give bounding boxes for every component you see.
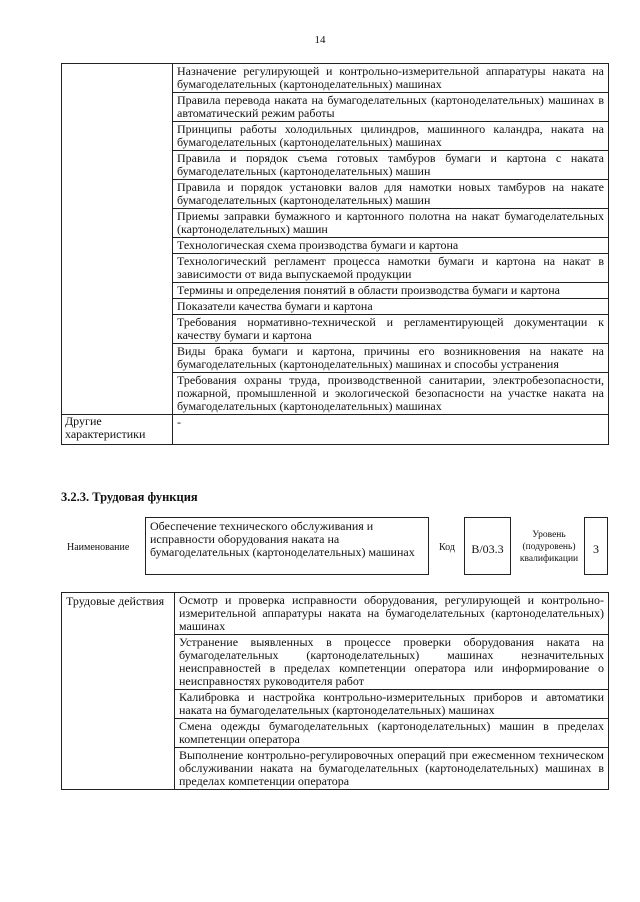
knowledge-item: Технологический регламент процесса намотки бумаги и картона на накат в зависимости от вида выпускаемой продукции xyxy=(173,254,609,283)
labor-action-item: Устранение выявленных в процессе проверки оборудования наката на бумагоделательных (картоноделательных) машинах незначительных неисправностей в пределах компетенции оператора или информирование о неисправностях руководителя работ xyxy=(175,635,609,690)
function-name-value: Обеспечение технического обслуживания и исправности оборудования наката на бумагоделательных (картоноделательных) машинах xyxy=(145,517,429,575)
section-heading: 3.2.3. Трудовая функция xyxy=(61,490,198,504)
knowledge-item: Правила и порядок установки валов для намотки новых тамбуров на накате бумагоделательных (картоноделательных) машин xyxy=(173,180,609,209)
table-row xyxy=(62,415,609,445)
knowledge-item: Назначение регулирующей и контрольно-измерительной аппаратуры наката на бумагоделательных (картоноделательных) машинах xyxy=(173,64,609,93)
function-code-value: В/03.3 xyxy=(464,517,511,575)
knowledge-item: Правила перевода наката на бумагоделательных (картоноделательных) машинах в автоматический режим работы xyxy=(173,93,609,122)
qualification-level-label: Уровень (подуровень) квалификации xyxy=(519,530,579,564)
knowledge-item: Приемы заправки бумажного и картонного полотна на накат бумагоделательных (картоноделательных) машин xyxy=(173,209,609,238)
labor-actions-label: Трудовые действия xyxy=(62,593,175,790)
table-row xyxy=(62,64,609,93)
knowledge-item: Требования нормативно-технической и регламентирующей документации к качеству бумаги и картона xyxy=(173,315,609,344)
labor-action-item: Осмотр и проверка исправности оборудования, регулирующей и контрольно-измерительной аппаратуры наката на бумагоделательных (картоноделательных) машинах xyxy=(175,593,609,635)
other-characteristics-label: Другие характеристики xyxy=(62,415,173,445)
knowledge-item: Правила и порядок съема готовых тамбуров бумаги и картона с наката бумагоделательных (картоноделательных) машин xyxy=(173,151,609,180)
knowledge-item: Принципы работы холодильных цилиндров, машинного каландра, наката на бумагоделательных (картоноделательных) машинах xyxy=(173,122,609,151)
function-name-label: Наименование xyxy=(67,542,130,553)
labor-action-item: Выполнение контрольно-регулировочных операций при ежесменном техническом обслуживании наката на бумагоделательных (картоноделательных) машинах в пределах компетенции оператора xyxy=(175,748,609,790)
labor-action-item: Калибровка и настройка контрольно-измерительных приборов и автоматики наката на бумагоделательных (картоноделательных) машинах xyxy=(175,690,609,719)
knowledge-item: Показатели качества бумаги и картона xyxy=(173,299,609,315)
knowledge-item: Виды брака бумаги и картона, причины его возникновения на накате на бумагоделательных (картоноделательных) машинах и способы устранения xyxy=(173,344,609,373)
knowledge-table xyxy=(61,63,609,445)
knowledge-item: Термины и определения понятий в области производства бумаги и картона xyxy=(173,283,609,299)
knowledge-item: Технологическая схема производства бумаги и картона xyxy=(173,238,609,254)
qualification-level-value: 3 xyxy=(584,517,608,575)
labor-action-item: Смена одежды бумагоделательных (картоноделательных) машин в пределах компетенции оператора xyxy=(175,719,609,748)
function-header xyxy=(61,513,609,579)
table-row xyxy=(62,593,609,635)
labor-actions-table xyxy=(61,592,609,790)
knowledge-item: Требования охраны труда, производственной санитарии, электробезопасности, пожарной, промышленной и экологической безопасности на участке наката на бумагоделательных (картоноделательных) машинах xyxy=(173,373,609,415)
other-characteristics-value: - xyxy=(173,415,609,445)
page-number: 14 xyxy=(314,34,326,46)
function-code-label: Код xyxy=(439,542,455,553)
knowledge-label-cell xyxy=(62,64,173,415)
